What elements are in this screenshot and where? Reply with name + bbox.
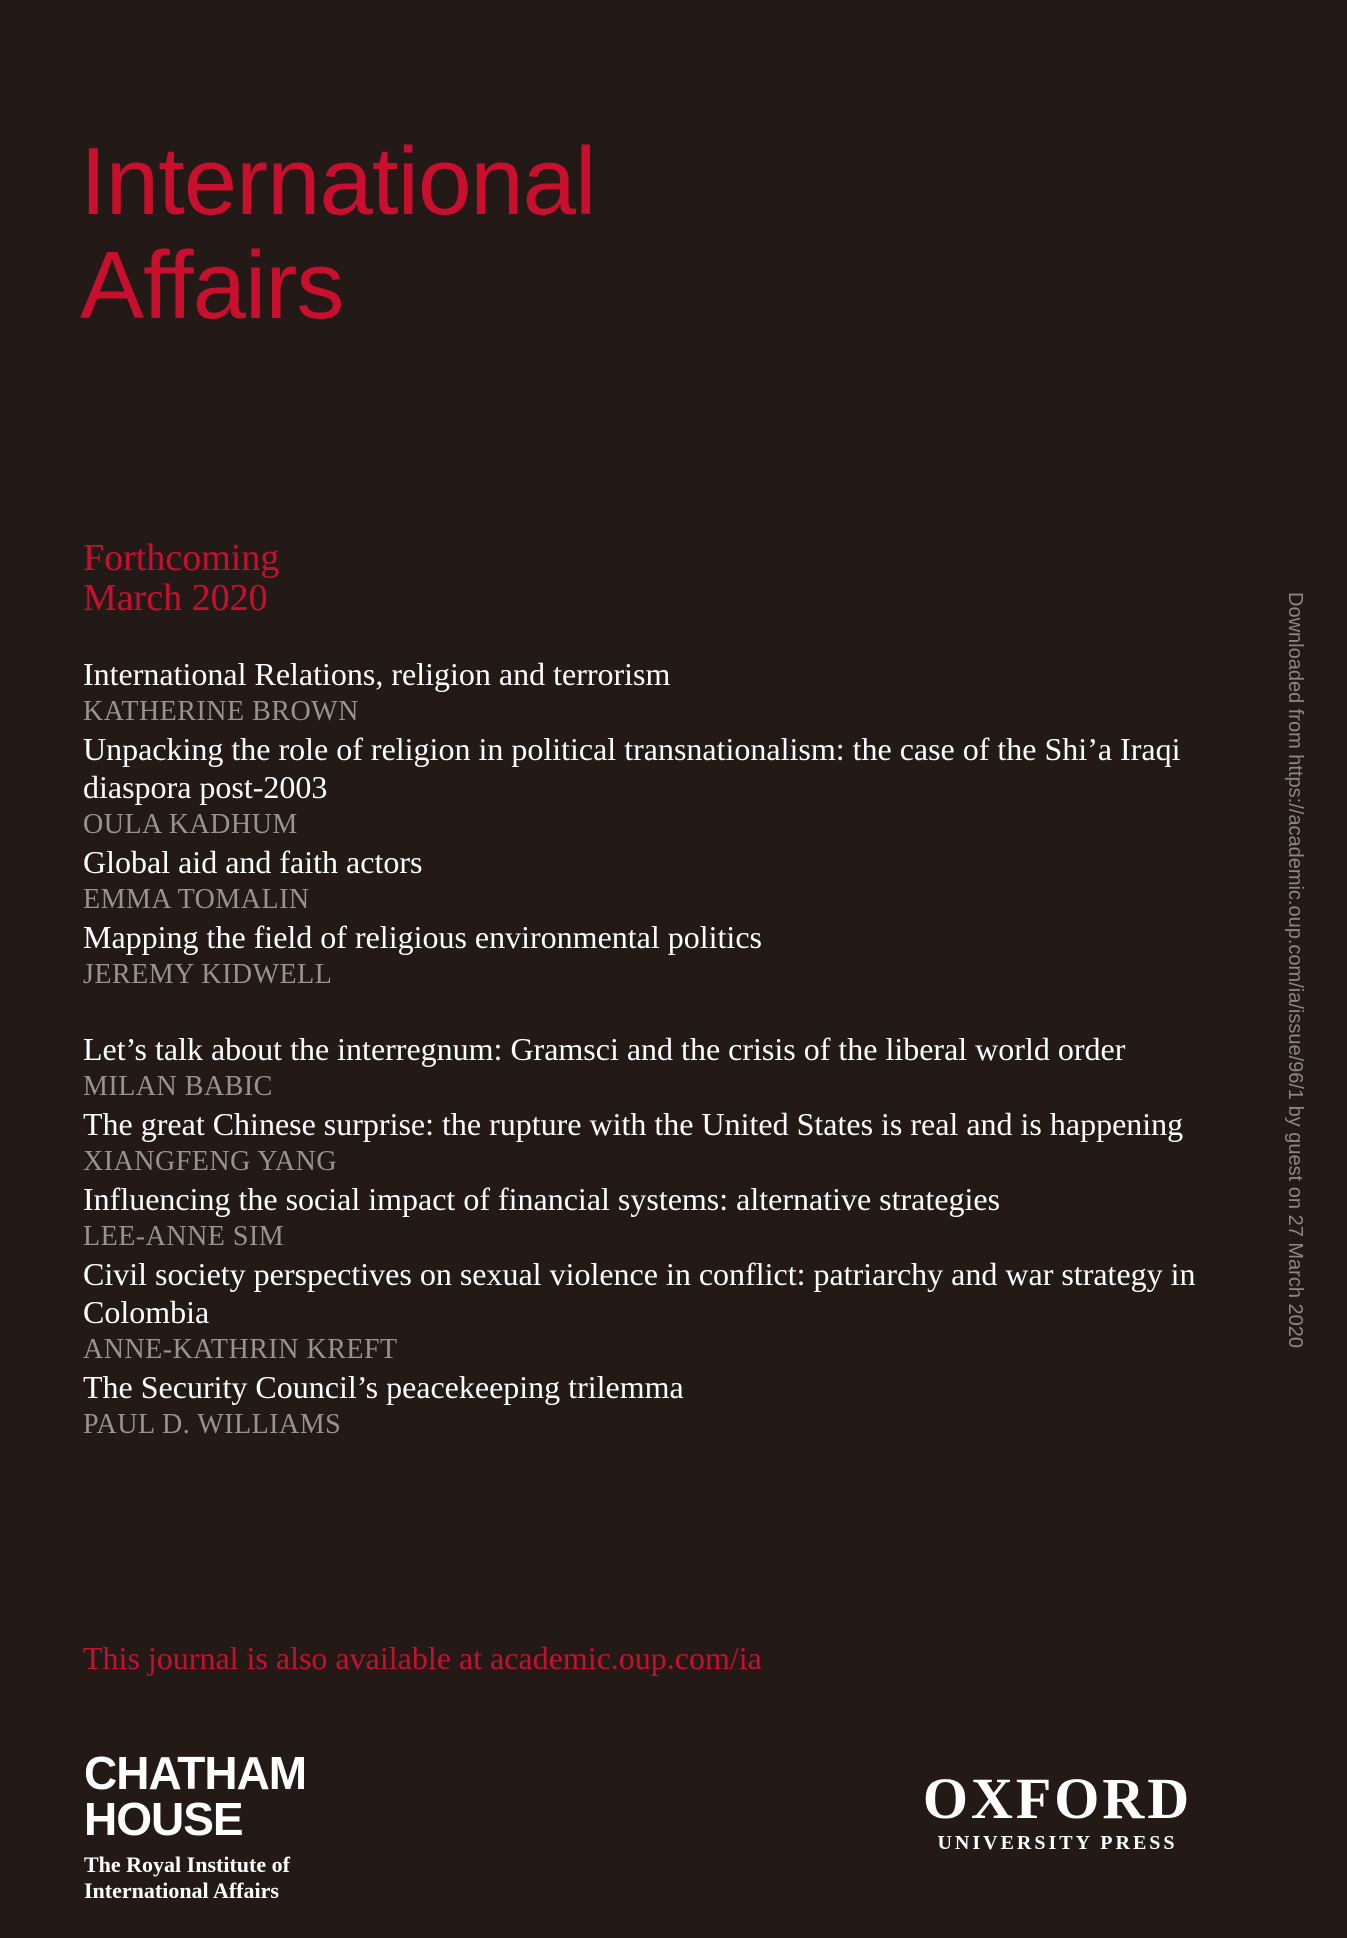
- article-list: [83, 655, 1253, 1443]
- issue-date: March 2020: [83, 577, 268, 619]
- article-title: Let’s talk about the interregnum: Gramsci and the crisis of the liberal world order: [83, 1031, 1126, 1067]
- download-watermark: Downloaded from https://academic.oup.com/ia/issue/96/1 by guest on 27 March 2020: [1284, 592, 1306, 1348]
- chatham-house-line1: CHATHAM: [84, 1747, 307, 1799]
- chatham-house-sub1: The Royal Institute of: [84, 1852, 290, 1877]
- list-item: [83, 843, 1253, 918]
- article-title: Civil society perspectives on sexual violence in conflict: patriarchy and war strategy in Colombia: [83, 1256, 1196, 1330]
- article-author: XIANGFENG YANG: [83, 1146, 338, 1177]
- section-gap: [83, 993, 1253, 1030]
- oxford-university-press-logo: [920, 1766, 1195, 1855]
- article-title: Unpacking the role of religion in political transnationalism: the case of the Shi’a Iraqi diaspora post-2003: [83, 731, 1181, 805]
- article-author: JEREMY KIDWELL: [83, 959, 333, 990]
- article-author: LEE-ANNE SIM: [83, 1221, 285, 1252]
- article-title: Influencing the social impact of financial systems: alternative strategies: [83, 1181, 1001, 1217]
- list-item: [83, 1030, 1253, 1105]
- list-item: [83, 655, 1253, 730]
- article-author: EMMA TOMALIN: [83, 884, 310, 915]
- journal-title-line1: International: [80, 128, 596, 235]
- article-author: PAUL D. WILLIAMS: [83, 1409, 342, 1440]
- availability-note: This journal is also available at academic.oup.com/ia: [83, 1640, 762, 1676]
- list-item: [83, 918, 1253, 993]
- chatham-house-line2: HOUSE: [84, 1793, 243, 1845]
- article-title: Global aid and faith actors: [83, 844, 423, 880]
- journal-title: [80, 130, 595, 338]
- journal-title-line2: Affairs: [80, 232, 344, 339]
- chatham-house-sub2: International Affairs: [84, 1878, 279, 1903]
- list-item: [83, 1105, 1253, 1180]
- issue-label: Forthcoming: [83, 537, 280, 579]
- list-item: [83, 1255, 1253, 1368]
- article-title: Mapping the field of religious environmental politics: [83, 919, 762, 955]
- article-title: International Relations, religion and terrorism: [83, 656, 671, 692]
- oxford-press: UNIVERSITY PRESS: [937, 1832, 1178, 1854]
- list-item: [83, 1368, 1253, 1443]
- list-item: [83, 730, 1253, 843]
- article-author: ANNE-KATHRIN KREFT: [83, 1334, 398, 1365]
- article-author: MILAN BABIC: [83, 1071, 273, 1102]
- article-title: The great Chinese surprise: the rupture with the United States is real and is happening: [83, 1106, 1184, 1142]
- list-item: [83, 1180, 1253, 1255]
- article-author: KATHERINE BROWN: [83, 696, 359, 727]
- article-author: OULA KADHUM: [83, 809, 298, 840]
- oxford-name: OXFORD: [922, 1766, 1193, 1831]
- chatham-house-logo: [84, 1747, 307, 1904]
- article-title: The Security Council’s peacekeeping trilemma: [83, 1369, 684, 1405]
- issue-heading: [83, 538, 279, 618]
